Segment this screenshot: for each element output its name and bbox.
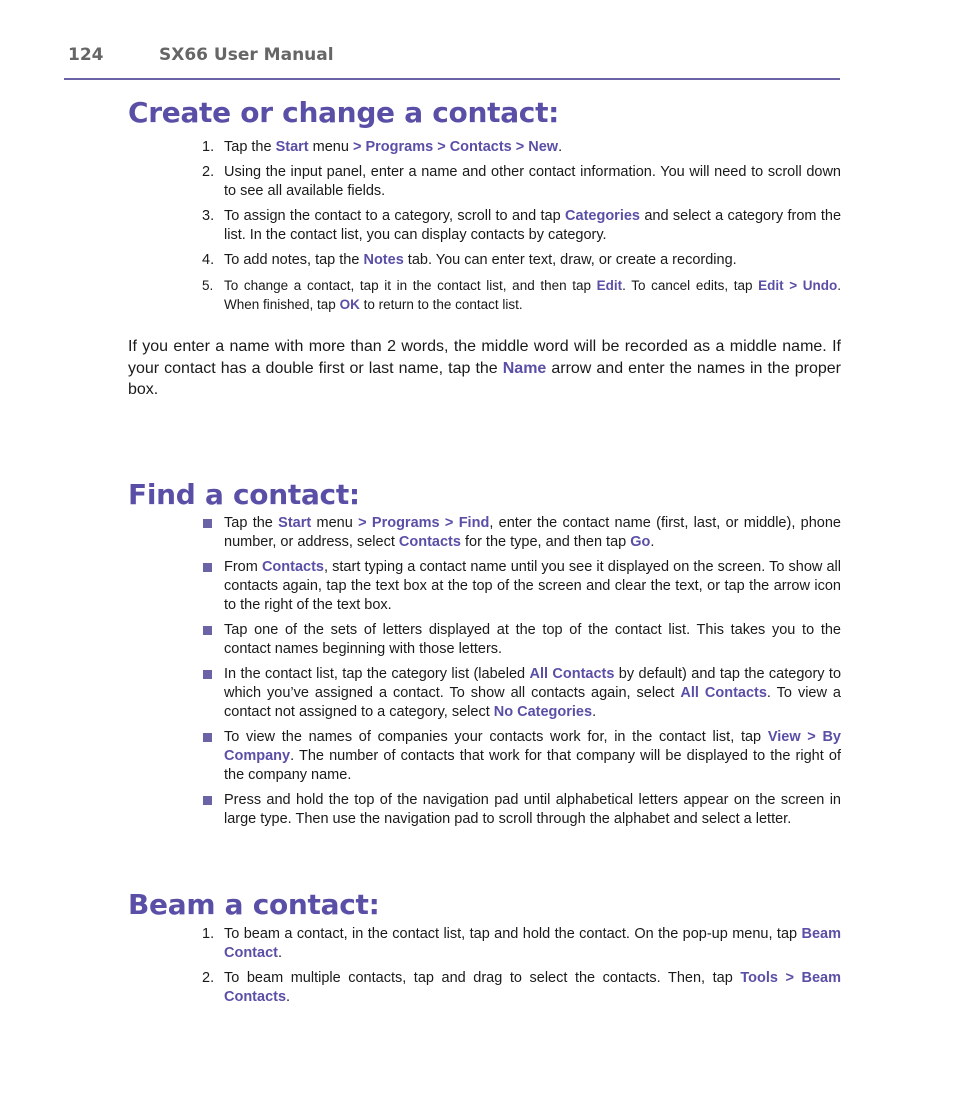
square-bullet-icon <box>203 733 212 742</box>
body-text: . To cancel edits, tap <box>622 278 759 293</box>
square-bullet-icon <box>203 519 212 528</box>
list-item <box>196 163 841 201</box>
page-header <box>0 0 954 82</box>
heading-find-contact: Find a contact: <box>128 478 360 511</box>
body-text: . <box>286 989 291 1005</box>
body-text: If you enter a name with more than 2 words, the middle word will be recorded as a middle name. If your contact has a double first or last name, tap the <box>128 338 841 377</box>
list-item <box>196 925 841 963</box>
body-text: menu <box>311 515 359 531</box>
body-text: To beam a contact, in the contact list, tap and hold the contact. On the pop-up menu, tap <box>224 926 802 942</box>
body-text: . The number of contacts that work for that company will be displayed to the right of the company name. <box>224 748 841 783</box>
ui-term: Contacts <box>398 534 461 550</box>
list-item <box>196 514 841 552</box>
ui-term: Notes <box>363 252 404 268</box>
heading-beam-contact: Beam a contact: <box>128 888 380 921</box>
ui-term: > Programs > Find <box>358 515 490 531</box>
list-item <box>196 665 841 722</box>
square-bullet-icon <box>203 563 212 572</box>
list-item <box>196 791 841 829</box>
body-text: Press and hold the top of the navigation pad until alphabetical letters appear on the screen in large type. Then use the navigation pad to scroll through the alphabet and select a letter. <box>224 792 841 827</box>
step-number: 5. <box>202 278 214 293</box>
body-text: To view the names of companies your contacts work for, in the contact list, tap <box>224 729 768 745</box>
ui-term: Edit <box>596 278 623 293</box>
body-text: . <box>592 704 597 720</box>
square-bullet-icon <box>203 670 212 679</box>
square-bullet-icon <box>203 796 212 805</box>
ui-term: All Contacts <box>529 666 615 682</box>
body-text: . <box>650 534 655 550</box>
body-text: To beam multiple contacts, tap and drag to select the contacts. Then, tap <box>224 970 741 986</box>
body-text: From <box>224 559 262 575</box>
body-text: Tap one of the sets of letters displayed at the top of the contact list. This takes you to the contact names beginning with those letters. <box>224 622 841 657</box>
body-text: tab. You can enter text, draw, or create a recording. <box>403 252 737 268</box>
list-item <box>196 728 841 785</box>
body-text: arrow and enter the names in the proper box. <box>128 359 842 398</box>
manual-title: SX66 User Manual <box>159 45 334 65</box>
body-text: . <box>558 139 563 155</box>
ui-term: Name <box>502 359 547 377</box>
page-number: 124 <box>68 45 104 65</box>
body-text: Tap the <box>224 139 276 155</box>
body-text: . When finished, tap <box>224 278 842 312</box>
body-text: by default) and tap the category to which you’ve assigned a contact. To show all contacts again, select <box>224 666 842 701</box>
step-number: 2. <box>202 164 215 180</box>
beam-contact-steps <box>196 925 841 1013</box>
list-item <box>196 558 841 615</box>
ui-term: No Categories <box>493 704 593 720</box>
body-text: , start typing a contact name until you see it displayed on the screen. To show all contacts again, tap the text box at the top of the screen and clear the text, or tap the arrow icon to the right of the text box. <box>224 559 841 613</box>
list-item <box>196 621 841 659</box>
find-contact-list <box>196 514 841 835</box>
ui-term: Beam Contact <box>224 926 841 961</box>
body-text: To assign the contact to a category, scroll to and tap <box>224 208 566 224</box>
middle-name-paragraph <box>128 336 841 401</box>
step-number: 4. <box>202 252 215 268</box>
body-text: In the contact list, tap the category list (labeled <box>224 666 530 682</box>
ui-term: All Contacts <box>680 685 767 701</box>
list-item <box>196 207 841 245</box>
ui-term: Go <box>630 534 651 550</box>
body-text: To add notes, tap the <box>224 252 364 268</box>
ui-term: Start <box>278 515 312 531</box>
step-number: 1. <box>202 926 215 942</box>
ui-term: OK <box>339 297 360 312</box>
body-text: to return to the contact list. <box>359 297 523 312</box>
body-text: for the type, and then tap <box>460 534 631 550</box>
step-number: 3. <box>202 208 215 224</box>
step-number: 2. <box>202 970 215 986</box>
body-text: . To view a contact not assigned to a category, select <box>224 685 841 720</box>
square-bullet-icon <box>203 626 212 635</box>
list-item <box>196 969 841 1007</box>
body-text: Tap the <box>224 515 279 531</box>
list-item <box>196 138 841 157</box>
body-text: To change a contact, tap it in the contact list, and then tap <box>224 278 597 293</box>
create-contact-steps <box>196 138 841 320</box>
ui-term: View > By Company <box>224 729 841 764</box>
ui-term: Categories <box>565 208 640 224</box>
body-text: , enter the contact name (first, last, or middle), phone number, or address, select <box>224 515 841 550</box>
body-text: menu <box>308 139 353 155</box>
ui-term: > Programs > Contacts > New <box>352 139 559 155</box>
ui-term: Contacts <box>261 559 324 575</box>
body-text: . <box>277 945 283 961</box>
list-item <box>196 276 841 314</box>
ui-term: Tools > Beam Contacts <box>224 970 842 1005</box>
list-item <box>196 251 841 270</box>
body-text: and select a category from the list. In the contact list, you can display contacts by category. <box>224 208 842 243</box>
header-rule <box>64 78 840 80</box>
step-number: 1. <box>202 139 215 155</box>
body-text: Using the input panel, enter a name and other contact information. You will need to scroll down to see all available fields. <box>224 164 841 199</box>
heading-create-contact: Create or change a contact: <box>128 96 560 129</box>
ui-term: Edit > Undo <box>758 278 838 293</box>
ui-term: Start <box>275 139 309 155</box>
